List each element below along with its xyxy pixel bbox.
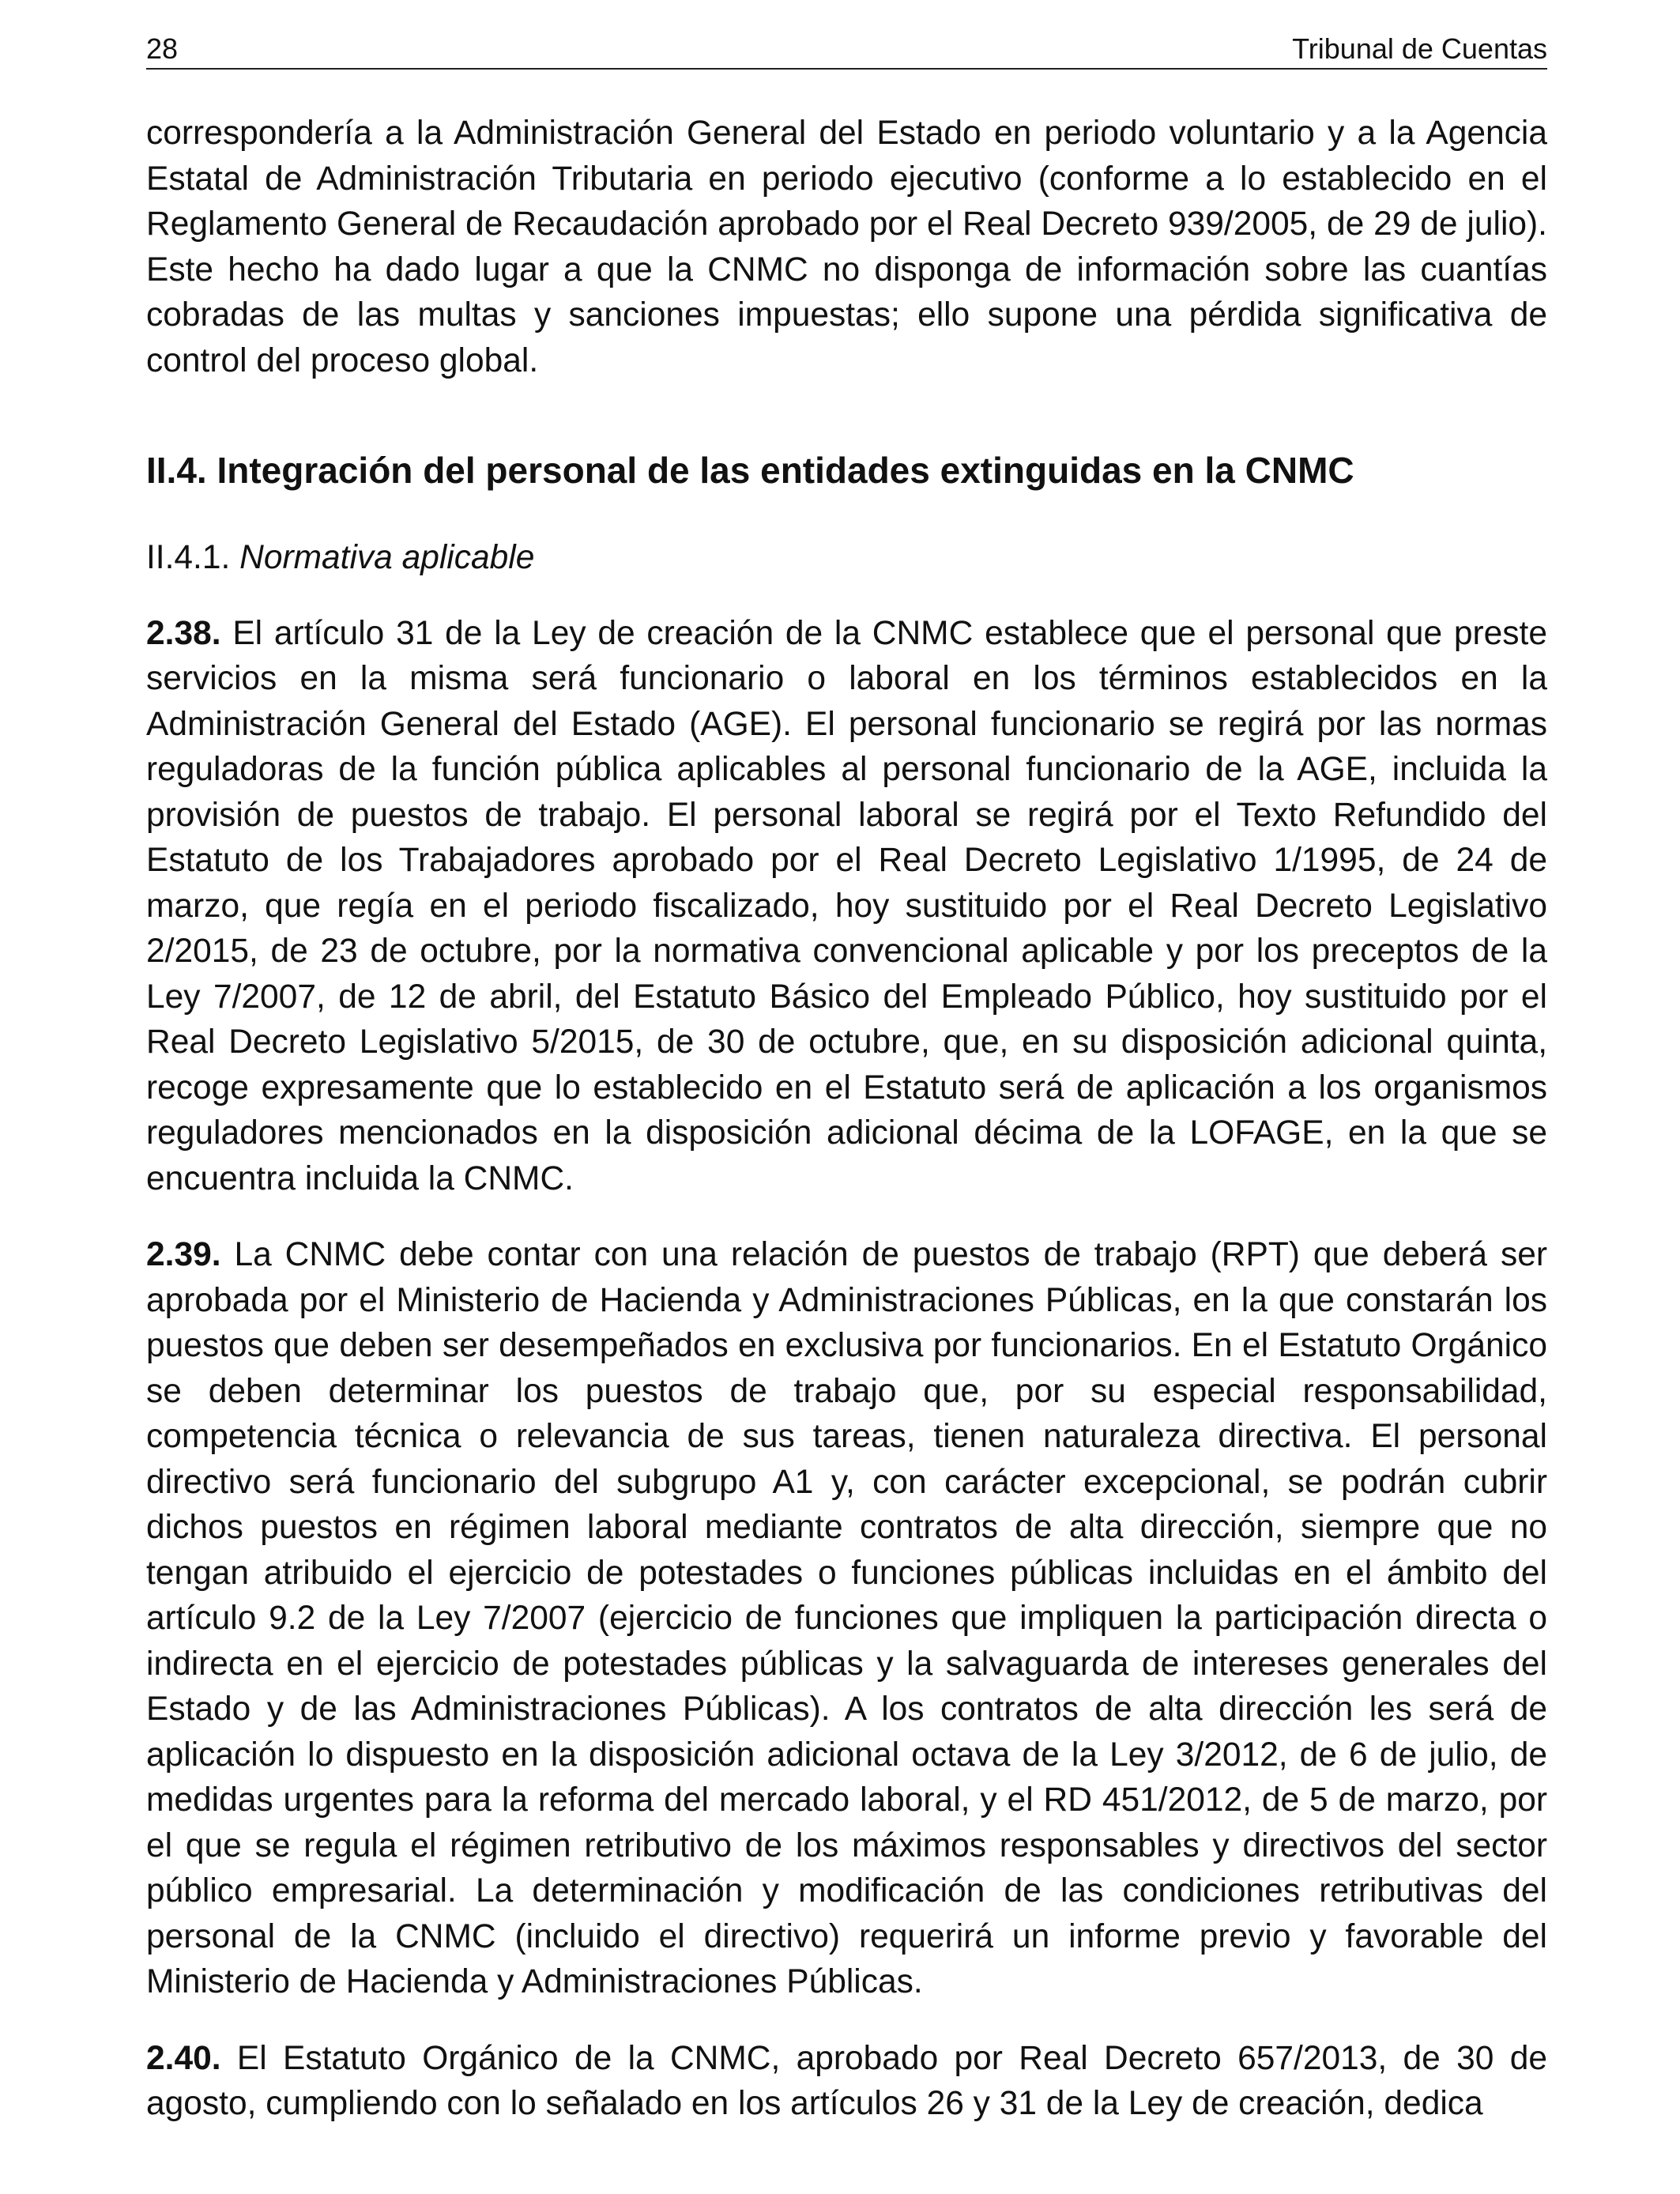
paragraph-text: La CNMC debe contar con una relación de puestos de trabajo (RPT) que deberá ser aprobada por el Ministerio de Hacienda y Administraciones Públicas, en la que constarán los puestos que deben ser desempeñados en exclusiva por funcionarios. En el Estatuto Orgánico se deben determinar los puestos de trabajo que, por su especial responsabilidad, competencia técnica o relevancia de sus tareas, tienen naturaleza directiva. El personal directivo será funcionario del subgrupo A1 y, con carácter excepcional, se podrán cubrir dichos puestos en régimen laboral mediante contratos de alta dirección, siempre que no tengan atribuido el ejercicio de potestades o funciones públicas incluidas en el ámbito del artículo 9.2 de la Ley 7/2007 (ejercicio de funciones que impliquen la participación directa o indirecta en el ejercicio de potestades públicas y la salvaguarda de intereses generales del Estado y de las Administraciones Públicas). A los contratos de alta dirección les será de aplicación lo dispuesto en la disposición adicional octava de la Ley 3/2012, de 6 de julio, de medidas urgentes para la reforma del mercado laboral, y el RD 451/2012, de 5 de marzo, por el que se regula el régimen retributivo de los máximos responsables y directivos del sector público empresarial. La determinación y modificación de las condiciones retributivas del personal de la CNMC (incluido el directivo) requerirá un informe previo y favorable del Ministerio de Hacienda y Administraciones Públicas. [146, 1236, 1548, 2000]
continuation-paragraph: correspondería a la Administración General del Estado en periodo voluntario y a la Agencia Estatal de Administración Tributaria en periodo ejecutivo (conforme a lo establecido en el Reglamento General de Recaudación aprobado por el Real Decreto 939/2005, de 29 de julio). Este hecho ha dado lugar a que la CNMC no disponga de información sobre las cuantías cobradas de las multas y sanciones impuestas; ello supone una pérdida significativa de control del proceso global. [146, 115, 1547, 379]
paragraph-text: El Estatuto Orgánico de la CNMC, aprobado por Real Decreto 657/2013, de 30 de agosto, cumpliendo con lo señalado en los artículos 26 y 31 de la Ley de creación, dedica [146, 2039, 1548, 2122]
paragraph-2-40 [146, 2036, 1547, 2127]
running-title: Tribunal de Cuentas [1292, 32, 1547, 65]
document-body [146, 111, 1547, 2158]
page-number: 28 [146, 32, 179, 65]
paragraph-number: 2.40. [146, 2039, 221, 2077]
paragraph-number: 2.39. [146, 1236, 221, 1273]
paragraph-text: El artículo 31 de la Ley de creación de la CNMC establece que el personal que preste servicios en la misma será funcionario o laboral en los términos establecidos en la Administración General del Estado (AGE). El personal funcionario se regirá por las normas reguladoras de la función pública aplicables al personal funcionario de la AGE, incluida la provisión de puestos de trabajo. El personal laboral se regirá por el Texto Refundido del Estatuto de los Trabajadores aprobado por el Real Decreto Legislativo 1/1995, de 24 de marzo, que regía en el periodo fiscalizado, hoy sustituido por el Real Decreto Legislativo 2/2015, de 23 de octubre, por la normativa convencional aplicable y por los preceptos de la Ley 7/2007, de 12 de abril, del Estatuto Básico del Empleado Público, hoy sustituido por el Real Decreto Legislativo 5/2015, de 30 de octubre, que, en su disposición adicional quinta, recoge expresamente que lo establecido en el Estatuto será de aplicación a los organismos reguladores mencionados en la disposición adicional décima de la LOFAGE, en la que se encuentra incluida la CNMC. [146, 614, 1547, 1197]
subsection-title: Normativa aplicable [239, 539, 535, 576]
page-header [146, 30, 1547, 70]
paragraph-2-38 [146, 611, 1547, 1202]
subsection-number: II.4.1. [146, 539, 231, 576]
section-heading: II.4. Integración del personal de las entidades extinguidas en la CNMC [146, 450, 1354, 491]
paragraph-2-39 [146, 1232, 1547, 2005]
paragraph-number: 2.38. [146, 614, 221, 652]
subsection-heading [146, 535, 1547, 581]
